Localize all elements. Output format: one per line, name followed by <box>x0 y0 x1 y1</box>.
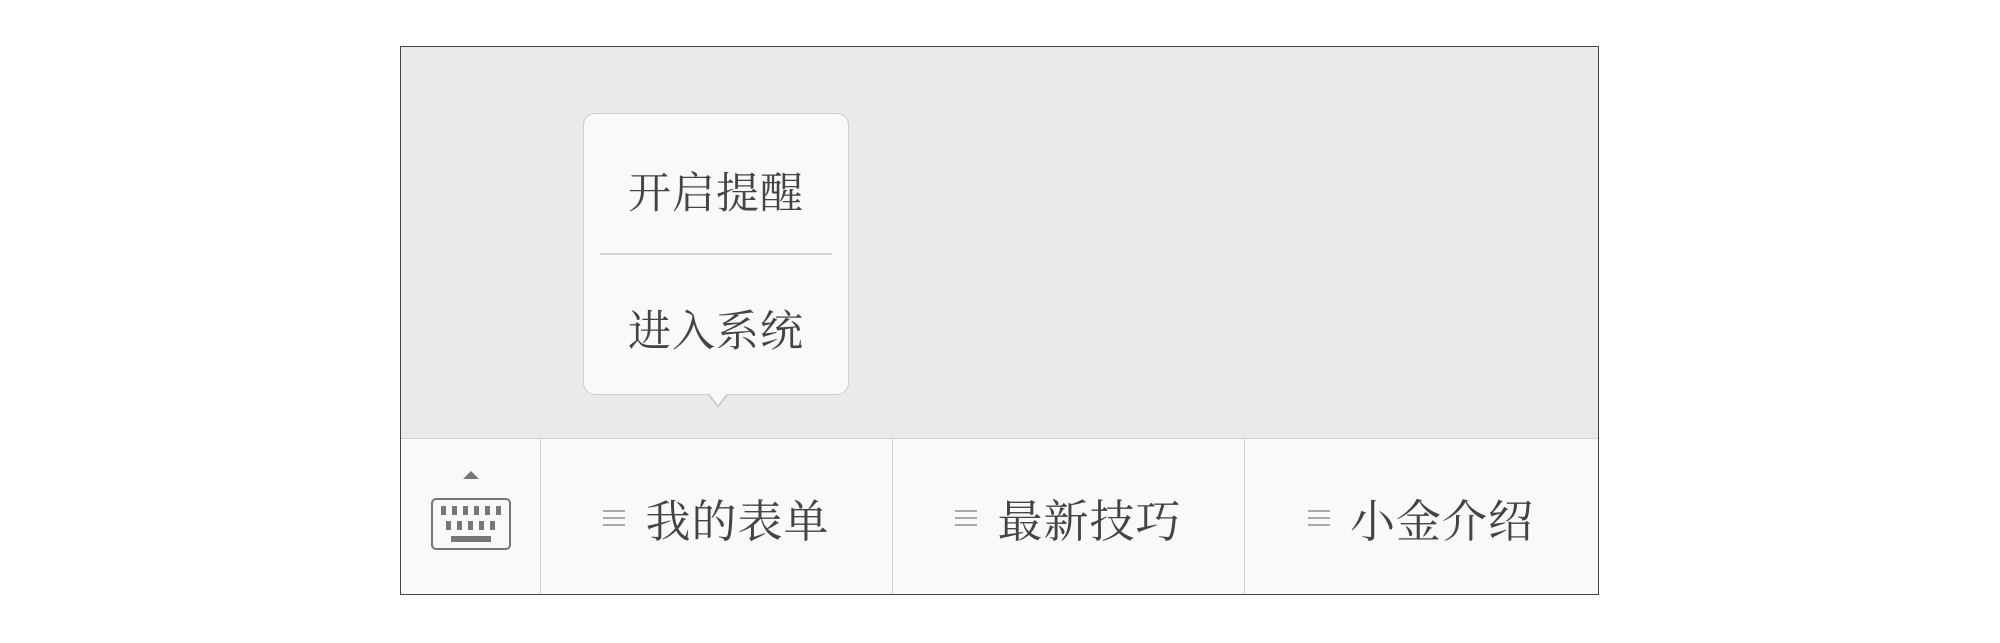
hamburger-icon <box>955 509 977 527</box>
submenu-divider <box>600 253 832 255</box>
menu-tab-label: 我的表单 <box>645 495 830 548</box>
caret-up-icon <box>463 471 479 479</box>
hamburger-icon <box>603 509 625 527</box>
menu-tab-label: 小金介绍 <box>1349 495 1534 548</box>
submenu-popup <box>583 113 849 395</box>
hamburger-icon <box>1308 509 1330 527</box>
menu-tab-latest-tips[interactable] <box>893 439 1245 595</box>
menu-tab-label: 最新技巧 <box>997 495 1182 548</box>
keyboard-toggle-button[interactable] <box>401 439 541 595</box>
menu-tab-about-xiaojin[interactable] <box>1245 439 1597 595</box>
menu-tab-my-forms[interactable] <box>541 439 893 595</box>
keyboard-icon <box>431 498 511 550</box>
chat-area <box>401 47 1598 438</box>
app-frame <box>400 46 1599 595</box>
submenu-pointer-fill <box>709 393 727 405</box>
submenu-item-enable-reminder[interactable]: 开启提醒 <box>628 169 804 219</box>
submenu-item-enter-system[interactable]: 进入系统 <box>628 307 804 357</box>
bottom-menu-bar <box>401 438 1598 595</box>
